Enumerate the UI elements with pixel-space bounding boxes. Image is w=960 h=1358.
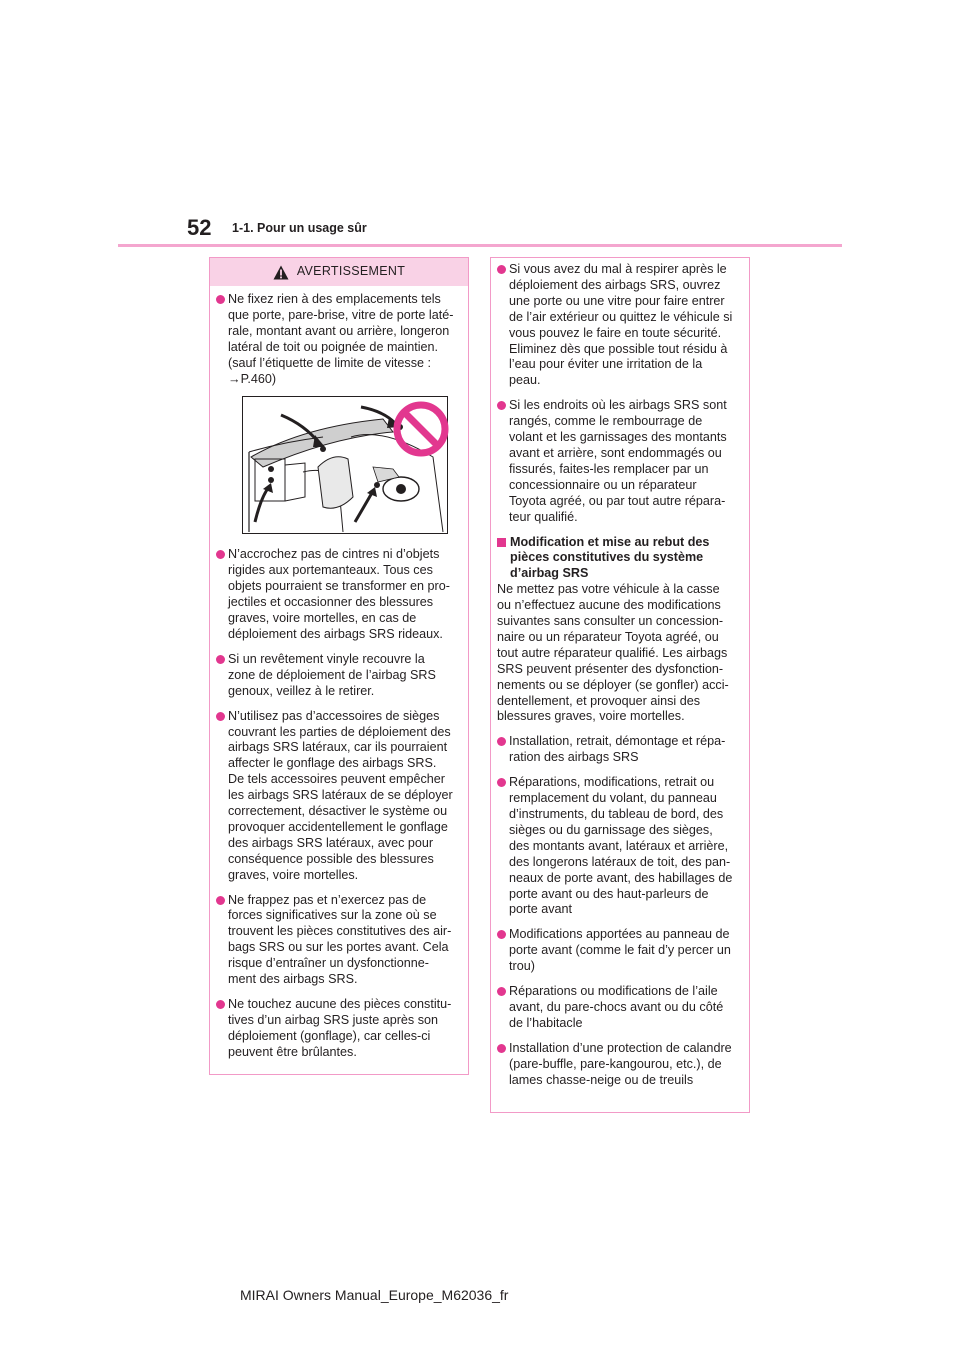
- warning-item: Ne fixez rien à des emplacements tels que porte, pare-brise, vitre de porte laté- rale, montant avant ou arrière, longeron latéral de toit ou poignée de maintien. (sauf l’étiquette de limite de vitesse : →P.460): [216, 292, 460, 387]
- warning-body: [210, 286, 468, 1061]
- warning-header: [210, 258, 468, 286]
- warning-triangle-icon: [273, 265, 289, 280]
- section-title: 1-1. Pour un usage sûr: [232, 221, 367, 235]
- warning-item: N’utilisez pas d’accessoires de sièges couvrant les parties de déploiement des airbags SRS latéraux, car ils pourraient affecter le gonflage des airbags SRS. De tels accessoires peuvent empêcher les airbags SRS latéraux de se déployer correctement, désactiver le système ou provoquer accidentellement le gonflage des airbags SRS latéraux, avec pour conséquence possible des blessures graves, voire mortelles.: [216, 709, 460, 884]
- warning-item: Si vous avez du mal à respirer après le déploiement des airbags SRS, ouvrez une porte ou une vitre pour faire entrer de l’air extérieur ou quittez le véhicule si vous pouvez le faire en toute sécurité. Eliminez dès que possible tout résidu à l’eau pour éviter une irritation de la peau.: [497, 262, 743, 389]
- warning-item: Ne frappez pas et n’exercez pas de forces significatives sur la zone où se trouvent les pièces constitutives des air- bags SRS ou sur les portes avant. Cela risque d’entraîner un dysfonctionne- ment des airbags SRS.: [216, 893, 460, 988]
- subsection-item: Réparations ou modifications de l’aile avant, du pare-chocs avant ou du côté de l’habitacle: [497, 984, 743, 1032]
- warning-title: AVERTISSEMENT: [296, 264, 406, 279]
- warning-box-continued: [490, 257, 750, 1113]
- warning-item: N’accrochez pas de cintres ni d’objets rigides aux portemanteaux. Tous ces objets pourraient se transformer en pro- jectiles et occasionner des blessures graves, voire mortelles, en cas de déploiement des airbags SRS rideaux.: [216, 547, 460, 642]
- warning-item: Si un revêtement vinyle recouvre la zone de déploiement de l’airbag SRS genoux, veillez à le retirer.: [216, 652, 460, 700]
- warning-item: Ne touchez aucune des pièces constitu- tives d’un airbag SRS juste après son déploiement (gonflage), car celles-ci peuvent être brûlantes.: [216, 997, 460, 1061]
- warning-box: [209, 257, 469, 1075]
- subsection-item: Modifications apportées au panneau de porte avant (comme le fait d’y percer un trou): [497, 927, 743, 975]
- warning-item: Si les endroits où les airbags SRS sont rangés, comme le rembourrage de volant et les garnissages des montants avant et arrière, sont endommagés ou fissurés, faites-les remplacer par un concessionnaire ou un réparateur Toyota agréé, ou par tout autre répara- teur qualifié.: [497, 398, 743, 525]
- header-rule: [118, 244, 842, 247]
- subsection-item: Installation, retrait, démontage et répa- ration des airbags SRS: [497, 734, 743, 766]
- prohibition-icon: [391, 399, 451, 459]
- airbag-illustration: [242, 396, 448, 534]
- subsection-item: Installation d’une protection de calandre (pare-buffle, pare-kangourou, etc.), de lames chasse-neige ou de treuils: [497, 1041, 743, 1089]
- subsection-title: Modification et mise au rebut des pièces constitutives du système d’airbag SRS: [497, 535, 743, 583]
- page-number: 52: [187, 215, 212, 240]
- subsection-item: Réparations, modifications, retrait ou remplacement du volant, du panneau d’instruments, du tableau de bord, des sièges ou du garnissage des sièges, des montants avant, latéraux et arrière, des longerons latéraux de toit, des pan- neaux de porte avant, des habillages de porte avant ou des haut-parleurs de porte avant: [497, 775, 743, 918]
- footer-text: MIRAI Owners Manual_Europe_M62036_fr: [240, 1287, 509, 1303]
- subsection-intro: Ne mettez pas votre véhicule à la casse ou n’effectuez aucune des modifications suivantes sans consulter un concession- naire ou un réparateur Toyota agréé, ou tout autre réparateur qualifié. Les airbags SRS peuvent présenter des dysfonction- nements ou se déployer (se gonfler) acci- dentellement, et provoquer ainsi des blessures graves, voire mortelles.: [497, 582, 729, 724]
